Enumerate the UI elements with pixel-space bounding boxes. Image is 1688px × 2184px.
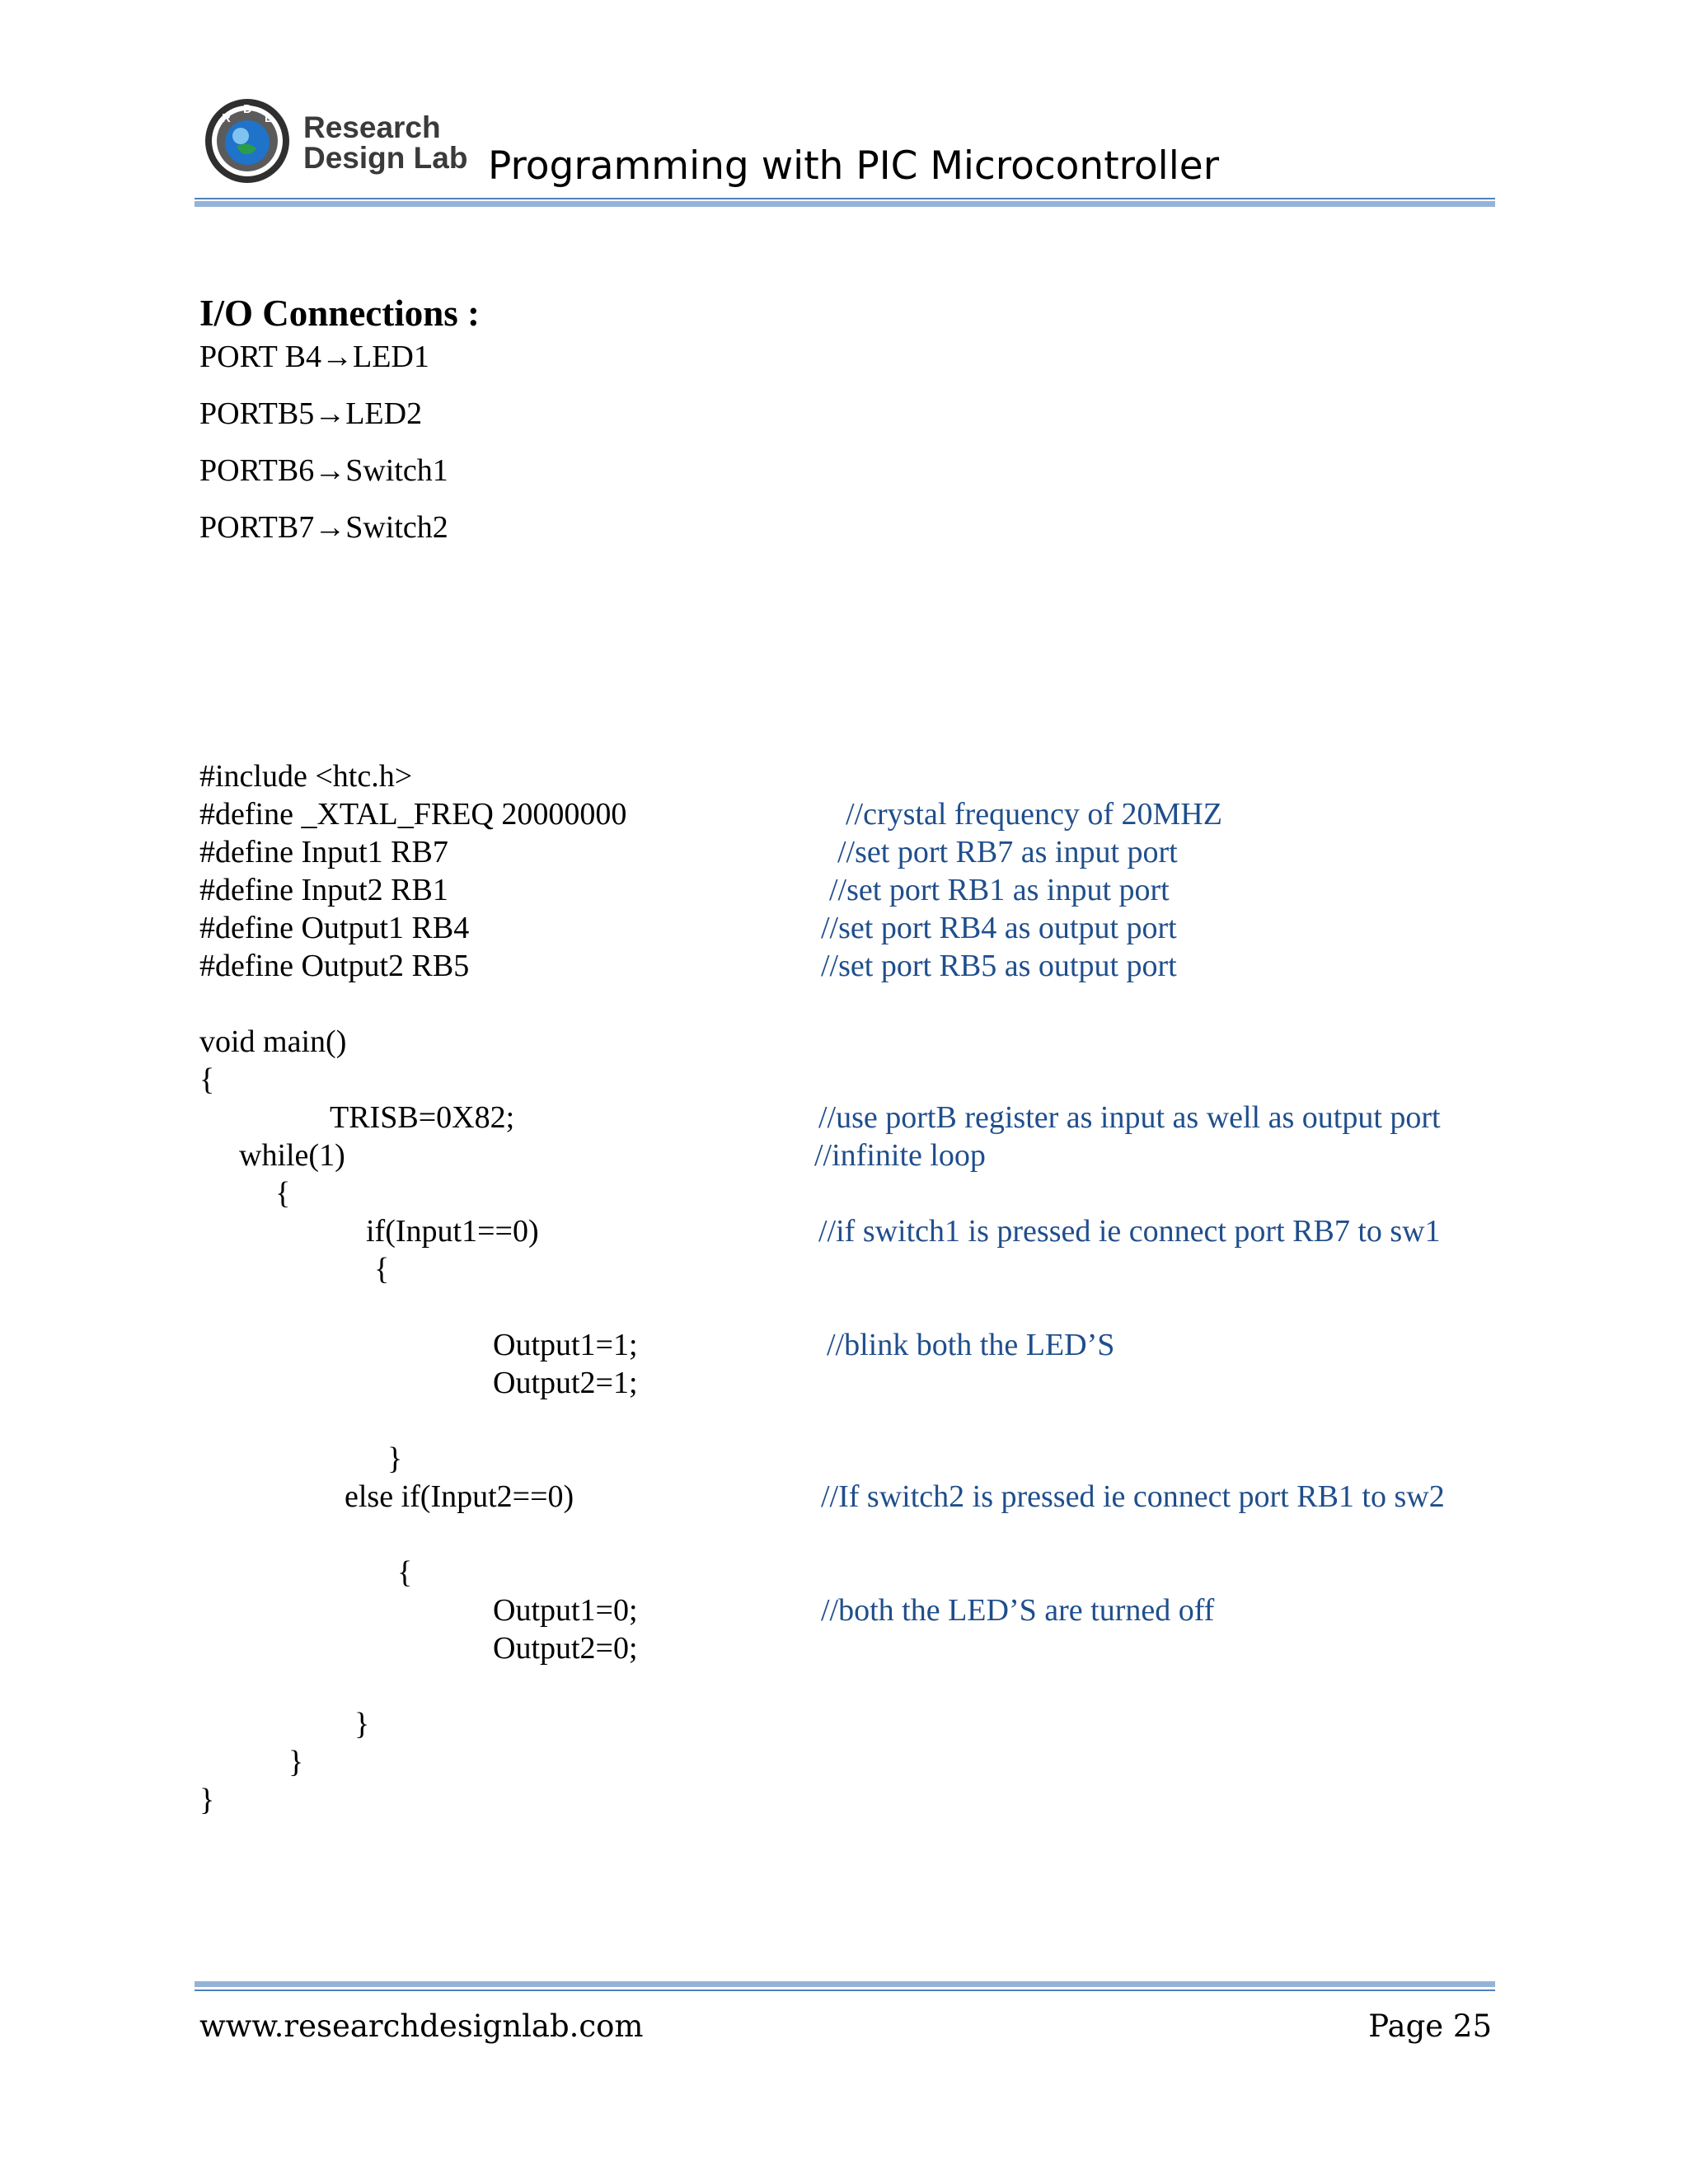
code-while: while(1) bbox=[239, 1138, 345, 1173]
code-while-close-brace: } bbox=[288, 1745, 304, 1779]
logo-letter-r: R bbox=[222, 111, 231, 125]
code-define-xtal: #define _XTAL_FREQ 20000000 bbox=[199, 797, 627, 832]
code-if-open-brace: { bbox=[374, 1252, 390, 1286]
comment-if-input1: //if switch1 is pressed ie connect port RB7 to sw1 bbox=[818, 1214, 1441, 1249]
code-output1-off: Output1=0; bbox=[493, 1593, 638, 1628]
brand-name-line1: Research bbox=[303, 110, 441, 144]
comment-output1: //set port RB4 as output port bbox=[821, 911, 1177, 945]
comment-input1: //set port RB7 as input port bbox=[837, 835, 1178, 869]
code-else-if: else if(Input2==0) bbox=[345, 1479, 574, 1514]
io-line-switch2: PORTB7→Switch2 bbox=[199, 510, 448, 545]
header-rule-top bbox=[195, 198, 1495, 199]
comment-xtal: //crystal frequency of 20MHZ bbox=[846, 797, 1222, 832]
code-output2-off: Output2=0; bbox=[493, 1631, 638, 1666]
code-output1-on: Output1=1; bbox=[493, 1328, 638, 1362]
code-else-open-brace: { bbox=[397, 1555, 413, 1590]
footer-website-url: www.researchdesignlab.com bbox=[199, 2008, 644, 2044]
code-define-input1: #define Input1 RB7 bbox=[199, 835, 448, 869]
brand-name-line2: Design Lab bbox=[303, 141, 468, 175]
io-connections-heading: I/O Connections : bbox=[199, 293, 481, 334]
comment-else-if: //If switch2 is pressed ie connect port RB1 to sw2 bbox=[821, 1479, 1445, 1514]
comment-off: //both the LED’S are turned off bbox=[821, 1593, 1215, 1628]
logo-letter-l: L bbox=[265, 111, 273, 125]
header-rule-bottom bbox=[195, 201, 1495, 207]
footer-page-number: Page 25 bbox=[1368, 2008, 1492, 2044]
code-else-close-brace: } bbox=[354, 1707, 370, 1741]
code-main-close-brace: } bbox=[199, 1783, 215, 1817]
comment-input2: //set port RB1 as input port bbox=[829, 873, 1170, 907]
io-line-switch1: PORTB6→Switch1 bbox=[199, 453, 448, 488]
rdl-logo bbox=[204, 97, 291, 185]
io-line-led2: PORTB5→LED2 bbox=[199, 396, 423, 431]
code-if-close-brace: } bbox=[387, 1441, 403, 1476]
code-define-output2: #define Output2 RB5 bbox=[199, 949, 470, 983]
code-if-input1: if(Input1==0) bbox=[366, 1214, 539, 1249]
code-output2-on: Output2=1; bbox=[493, 1366, 638, 1400]
code-trisb: TRISB=0X82; bbox=[330, 1100, 515, 1135]
comment-blink: //blink both the LED’S bbox=[827, 1328, 1115, 1362]
io-line-led1: PORT B4→LED1 bbox=[199, 340, 429, 374]
code-define-input2: #define Input2 RB1 bbox=[199, 873, 448, 907]
comment-while: //infinite loop bbox=[814, 1138, 986, 1173]
comment-output2: //set port RB5 as output port bbox=[821, 949, 1177, 983]
code-main-open-brace: { bbox=[199, 1062, 215, 1097]
logo-letter-d: D bbox=[243, 102, 252, 116]
code-define-output1: #define Output1 RB4 bbox=[199, 911, 470, 945]
footer-rule-top bbox=[195, 1981, 1495, 1987]
document-title: Programming with PIC Microcontroller bbox=[488, 143, 1220, 189]
footer-rule-bottom bbox=[195, 1990, 1495, 1991]
code-while-open-brace: { bbox=[275, 1176, 291, 1211]
code-include: #include <htc.h> bbox=[199, 759, 413, 794]
code-main-signature: void main() bbox=[199, 1024, 347, 1059]
comment-trisb: //use portB register as input as well as output port bbox=[818, 1100, 1441, 1135]
